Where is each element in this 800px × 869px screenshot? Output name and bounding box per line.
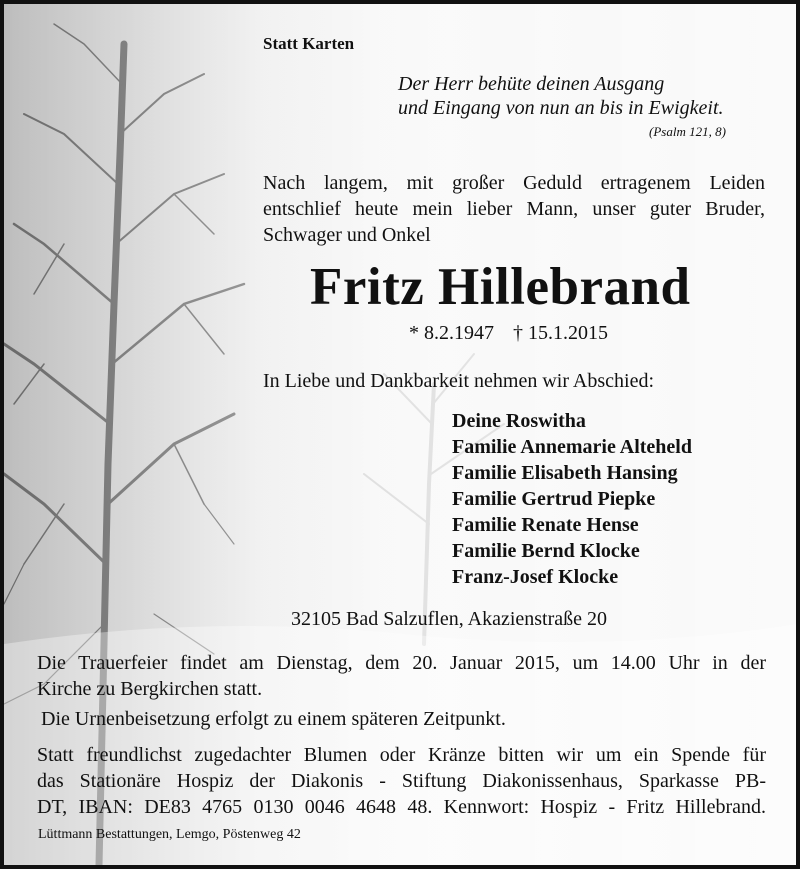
mourner: Familie Annemarie Alteheld: [452, 436, 692, 458]
service-line: Die Trauerfeier findet am Dienstag, dem 20. Januar 2015, um 14.00 Uhr in der: [37, 652, 766, 674]
deceased-name: Fritz Hillebrand: [310, 258, 691, 316]
mourners-list: [452, 408, 692, 590]
header-statt-karten: Statt Karten: [263, 34, 355, 53]
intro-line: Nach langem, mit großer Geduld ertragenem Leiden: [263, 172, 765, 194]
farewell-line: In Liebe und Dankbarkeit nehmen wir Abschied:: [263, 370, 654, 392]
verse-reference: (Psalm 121, 8): [649, 124, 726, 139]
donation-line: DT, IBAN: DE83 4765 0130 0046 4648 48. Kennwort: Hospiz - Fritz Hillebrand.: [37, 796, 766, 818]
birth-date: * 8.2.1947: [409, 322, 494, 344]
mourner: Familie Elisabeth Hansing: [452, 462, 678, 484]
life-dates: [409, 322, 622, 345]
mourner: Familie Bernd Klocke: [452, 540, 640, 562]
death-date: † 15.1.2015: [513, 322, 608, 344]
family-address: 32105 Bad Salzuflen, Akazienstraße 20: [291, 608, 608, 630]
intro-text: [263, 170, 765, 248]
intro-line: entschlief heute mein lieber Mann, unser guter Bruder,: [263, 198, 765, 220]
verse-line: Der Herr behüte deinen Ausgang: [398, 73, 665, 95]
service-line: Kirche zu Bergkirchen statt.: [37, 678, 263, 700]
funeral-home-credit: Lüttmann Bestattungen, Lemgo, Pöstenweg 42: [38, 827, 301, 842]
intro-line: Schwager und Onkel: [263, 224, 431, 246]
mourner: Franz-Josef Klocke: [452, 566, 619, 588]
verse-line: und Eingang von nun an bis in Ewigkeit.: [398, 97, 724, 119]
funeral-service-info: [37, 650, 766, 702]
mourner: Deine Roswitha: [452, 410, 586, 432]
urn-burial-info: Die Urnenbeisetzung erfolgt zu einem späteren Zeitpunkt.: [41, 708, 506, 730]
donation-line: Statt freundlichst zugedachter Blumen oder Kränze bitten wir um ein Spende für: [37, 744, 766, 766]
bible-verse: [398, 72, 724, 120]
donation-request: [37, 742, 766, 820]
mourner: Familie Gertrud Piepke: [452, 488, 656, 510]
mourner: Familie Renate Hense: [452, 514, 639, 536]
donation-line: das Stationäre Hospiz der Diakonis - Stiftung Diakonissenhaus, Sparkasse PB-: [37, 770, 766, 792]
